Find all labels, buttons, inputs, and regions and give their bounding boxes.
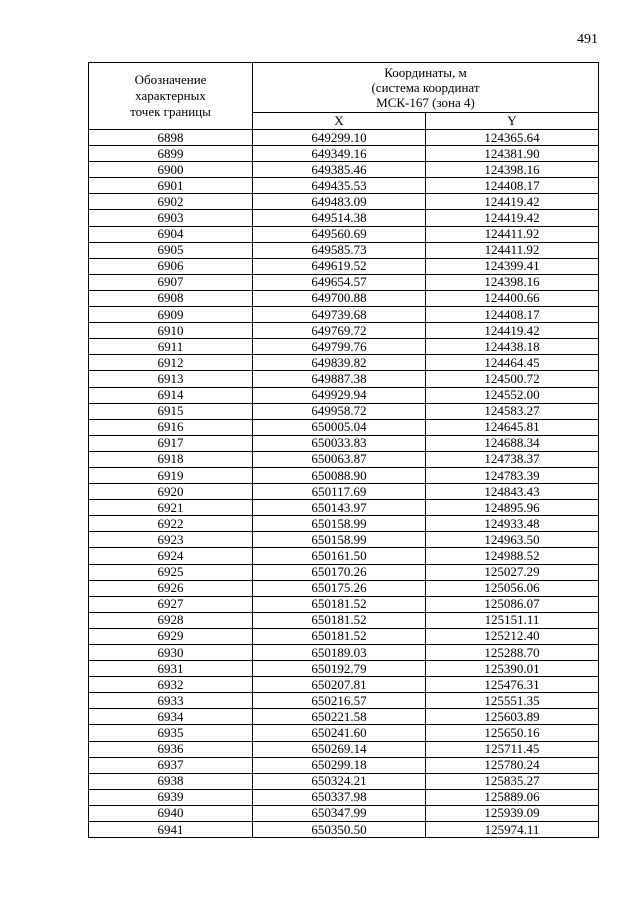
x-coordinate-cell: 650175.26: [253, 580, 426, 596]
table-row: [89, 612, 599, 628]
x-coordinate-cell: 650170.26: [253, 564, 426, 580]
table-row: [89, 210, 599, 226]
table-row: [89, 693, 599, 709]
table-row: [89, 258, 599, 274]
coordinates-table: [88, 62, 599, 838]
point-id-cell: 6905: [89, 242, 253, 258]
table-row: [89, 387, 599, 403]
table-header: [89, 63, 599, 130]
table-row: [89, 580, 599, 596]
point-id-cell: 6913: [89, 371, 253, 387]
table-row: [89, 226, 599, 242]
y-coordinate-cell: 124645.81: [426, 419, 599, 435]
point-id-cell: 6914: [89, 387, 253, 403]
point-id-cell: 6919: [89, 467, 253, 483]
y-coordinate-cell: 125212.40: [426, 628, 599, 644]
point-designation-header: Обозначение характерных точек границы: [89, 63, 253, 130]
x-coordinate-cell: 650181.52: [253, 596, 426, 612]
x-coordinate-cell: 650269.14: [253, 741, 426, 757]
x-coordinate-cell: 650192.79: [253, 661, 426, 677]
point-id-cell: 6932: [89, 677, 253, 693]
table-row: [89, 146, 599, 162]
table-row: [89, 564, 599, 580]
x-coordinate-cell: 649958.72: [253, 403, 426, 419]
table-row: [89, 355, 599, 371]
y-coordinate-cell: 124738.37: [426, 451, 599, 467]
table-row: [89, 403, 599, 419]
table-row: [89, 451, 599, 467]
x-column-header: X: [253, 113, 426, 130]
y-coordinate-cell: 124398.16: [426, 162, 599, 178]
y-coordinate-cell: 125603.89: [426, 709, 599, 725]
point-id-cell: 6920: [89, 484, 253, 500]
x-coordinate-cell: 650221.58: [253, 709, 426, 725]
table-row: [89, 467, 599, 483]
table-row: [89, 130, 599, 146]
x-coordinate-cell: 649700.88: [253, 290, 426, 306]
table-row: [89, 307, 599, 323]
x-coordinate-cell: 650158.99: [253, 516, 426, 532]
table-row: [89, 194, 599, 210]
y-coordinate-cell: 124963.50: [426, 532, 599, 548]
table-row: [89, 242, 599, 258]
y-coordinate-cell: 124399.41: [426, 258, 599, 274]
table-row: [89, 178, 599, 194]
point-id-cell: 6935: [89, 725, 253, 741]
table-row: [89, 789, 599, 805]
x-coordinate-cell: 649385.46: [253, 162, 426, 178]
point-id-cell: 6927: [89, 596, 253, 612]
table-row: [89, 548, 599, 564]
x-coordinate-cell: 650337.98: [253, 789, 426, 805]
point-id-cell: 6924: [89, 548, 253, 564]
x-coordinate-cell: 649839.82: [253, 355, 426, 371]
x-coordinate-cell: 650143.97: [253, 500, 426, 516]
point-id-cell: 6928: [89, 612, 253, 628]
x-coordinate-cell: 649769.72: [253, 323, 426, 339]
table-row: [89, 290, 599, 306]
point-id-cell: 6922: [89, 516, 253, 532]
point-id-cell: 6912: [89, 355, 253, 371]
y-coordinate-cell: 125151.11: [426, 612, 599, 628]
table-row: [89, 274, 599, 290]
x-coordinate-cell: 650063.87: [253, 451, 426, 467]
table-row: [89, 532, 599, 548]
point-id-cell: 6906: [89, 258, 253, 274]
y-coordinate-cell: 125390.01: [426, 661, 599, 677]
y-coordinate-cell: 125939.09: [426, 805, 599, 821]
y-coordinate-cell: 124381.90: [426, 146, 599, 162]
y-coordinate-cell: 124933.48: [426, 516, 599, 532]
y-coordinate-cell: 124365.64: [426, 130, 599, 146]
point-id-cell: 6921: [89, 500, 253, 516]
x-coordinate-cell: 649560.69: [253, 226, 426, 242]
x-coordinate-cell: 650088.90: [253, 467, 426, 483]
y-coordinate-cell: 124688.34: [426, 435, 599, 451]
table-row: [89, 419, 599, 435]
table-row: [89, 822, 599, 838]
point-id-cell: 6940: [89, 805, 253, 821]
table-row: [89, 645, 599, 661]
table-row: [89, 339, 599, 355]
point-id-cell: 6915: [89, 403, 253, 419]
table-row: [89, 596, 599, 612]
y-coordinate-cell: 124419.42: [426, 194, 599, 210]
point-id-cell: 6918: [89, 451, 253, 467]
y-coordinate-cell: 124552.00: [426, 387, 599, 403]
point-id-cell: 6941: [89, 822, 253, 838]
y-coordinate-cell: 124408.17: [426, 178, 599, 194]
point-id-cell: 6907: [89, 274, 253, 290]
x-coordinate-cell: 649654.57: [253, 274, 426, 290]
y-coordinate-cell: 124398.16: [426, 274, 599, 290]
y-coordinate-cell: 125288.70: [426, 645, 599, 661]
x-coordinate-cell: 650181.52: [253, 628, 426, 644]
y-coordinate-cell: 125711.45: [426, 741, 599, 757]
x-coordinate-cell: 649514.38: [253, 210, 426, 226]
y-coordinate-cell: 124419.42: [426, 323, 599, 339]
table-row: [89, 323, 599, 339]
x-coordinate-cell: 650324.21: [253, 773, 426, 789]
y-coordinate-cell: 124783.39: [426, 467, 599, 483]
point-id-cell: 6931: [89, 661, 253, 677]
table-body: [89, 130, 599, 838]
y-coordinate-cell: 125835.27: [426, 773, 599, 789]
point-id-cell: 6917: [89, 435, 253, 451]
y-coordinate-cell: 124895.96: [426, 500, 599, 516]
x-coordinate-cell: 649435.53: [253, 178, 426, 194]
y-coordinate-cell: 124988.52: [426, 548, 599, 564]
table-row: [89, 628, 599, 644]
y-coordinate-cell: 124438.18: [426, 339, 599, 355]
x-coordinate-cell: 650350.50: [253, 822, 426, 838]
point-id-cell: 6933: [89, 693, 253, 709]
y-coordinate-cell: 125086.07: [426, 596, 599, 612]
point-id-cell: 6923: [89, 532, 253, 548]
table-row: [89, 805, 599, 821]
page-number: 491: [577, 32, 598, 47]
y-column-header: Y: [426, 113, 599, 130]
table-row: [89, 709, 599, 725]
point-id-cell: 6909: [89, 307, 253, 323]
x-coordinate-cell: 650207.81: [253, 677, 426, 693]
x-coordinate-cell: 649349.16: [253, 146, 426, 162]
point-id-cell: 6898: [89, 130, 253, 146]
x-coordinate-cell: 650189.03: [253, 645, 426, 661]
point-id-cell: 6908: [89, 290, 253, 306]
y-coordinate-cell: 124411.92: [426, 226, 599, 242]
table-row: [89, 162, 599, 178]
y-coordinate-cell: 124400.66: [426, 290, 599, 306]
table-row: [89, 516, 599, 532]
x-coordinate-cell: 650181.52: [253, 612, 426, 628]
point-id-cell: 6925: [89, 564, 253, 580]
point-id-cell: 6939: [89, 789, 253, 805]
point-id-cell: 6903: [89, 210, 253, 226]
y-coordinate-cell: 125056.06: [426, 580, 599, 596]
point-id-cell: 6901: [89, 178, 253, 194]
table-row: [89, 725, 599, 741]
point-id-cell: 6929: [89, 628, 253, 644]
y-coordinate-cell: 124500.72: [426, 371, 599, 387]
coordinates-header: Координаты, м (система координат МСК-167 (зона 4): [253, 63, 599, 113]
point-id-cell: 6934: [89, 709, 253, 725]
point-id-cell: 6938: [89, 773, 253, 789]
point-id-cell: 6911: [89, 339, 253, 355]
table-row: [89, 741, 599, 757]
table-row: [89, 677, 599, 693]
x-coordinate-cell: 650347.99: [253, 805, 426, 821]
point-id-cell: 6937: [89, 757, 253, 773]
y-coordinate-cell: 124419.42: [426, 210, 599, 226]
y-coordinate-cell: 124464.45: [426, 355, 599, 371]
y-coordinate-cell: 124411.92: [426, 242, 599, 258]
x-coordinate-cell: 649929.94: [253, 387, 426, 403]
x-coordinate-cell: 650161.50: [253, 548, 426, 564]
y-coordinate-cell: 125650.16: [426, 725, 599, 741]
y-coordinate-cell: 125780.24: [426, 757, 599, 773]
table-row: [89, 757, 599, 773]
x-coordinate-cell: 649887.38: [253, 371, 426, 387]
point-id-cell: 6926: [89, 580, 253, 596]
point-id-cell: 6916: [89, 419, 253, 435]
x-coordinate-cell: 649619.52: [253, 258, 426, 274]
x-coordinate-cell: 650241.60: [253, 725, 426, 741]
table-row: [89, 500, 599, 516]
y-coordinate-cell: 124843.43: [426, 484, 599, 500]
table-row: [89, 371, 599, 387]
y-coordinate-cell: 125889.06: [426, 789, 599, 805]
y-coordinate-cell: 125974.11: [426, 822, 599, 838]
y-coordinate-cell: 124583.27: [426, 403, 599, 419]
x-coordinate-cell: 650158.99: [253, 532, 426, 548]
x-coordinate-cell: 649483.09: [253, 194, 426, 210]
point-id-cell: 6900: [89, 162, 253, 178]
x-coordinate-cell: 650117.69: [253, 484, 426, 500]
point-id-cell: 6910: [89, 323, 253, 339]
table-row: [89, 435, 599, 451]
x-coordinate-cell: 650216.57: [253, 693, 426, 709]
x-coordinate-cell: 650299.18: [253, 757, 426, 773]
x-coordinate-cell: 649799.76: [253, 339, 426, 355]
point-id-cell: 6936: [89, 741, 253, 757]
y-coordinate-cell: 125027.29: [426, 564, 599, 580]
table-row: [89, 484, 599, 500]
x-coordinate-cell: 650005.04: [253, 419, 426, 435]
x-coordinate-cell: 649585.73: [253, 242, 426, 258]
point-id-cell: 6902: [89, 194, 253, 210]
table-row: [89, 773, 599, 789]
point-id-cell: 6899: [89, 146, 253, 162]
y-coordinate-cell: 125551.35: [426, 693, 599, 709]
table-row: [89, 661, 599, 677]
x-coordinate-cell: 649299.10: [253, 130, 426, 146]
x-coordinate-cell: 649739.68: [253, 307, 426, 323]
y-coordinate-cell: 124408.17: [426, 307, 599, 323]
point-id-cell: 6904: [89, 226, 253, 242]
y-coordinate-cell: 125476.31: [426, 677, 599, 693]
x-coordinate-cell: 650033.83: [253, 435, 426, 451]
point-id-cell: 6930: [89, 645, 253, 661]
